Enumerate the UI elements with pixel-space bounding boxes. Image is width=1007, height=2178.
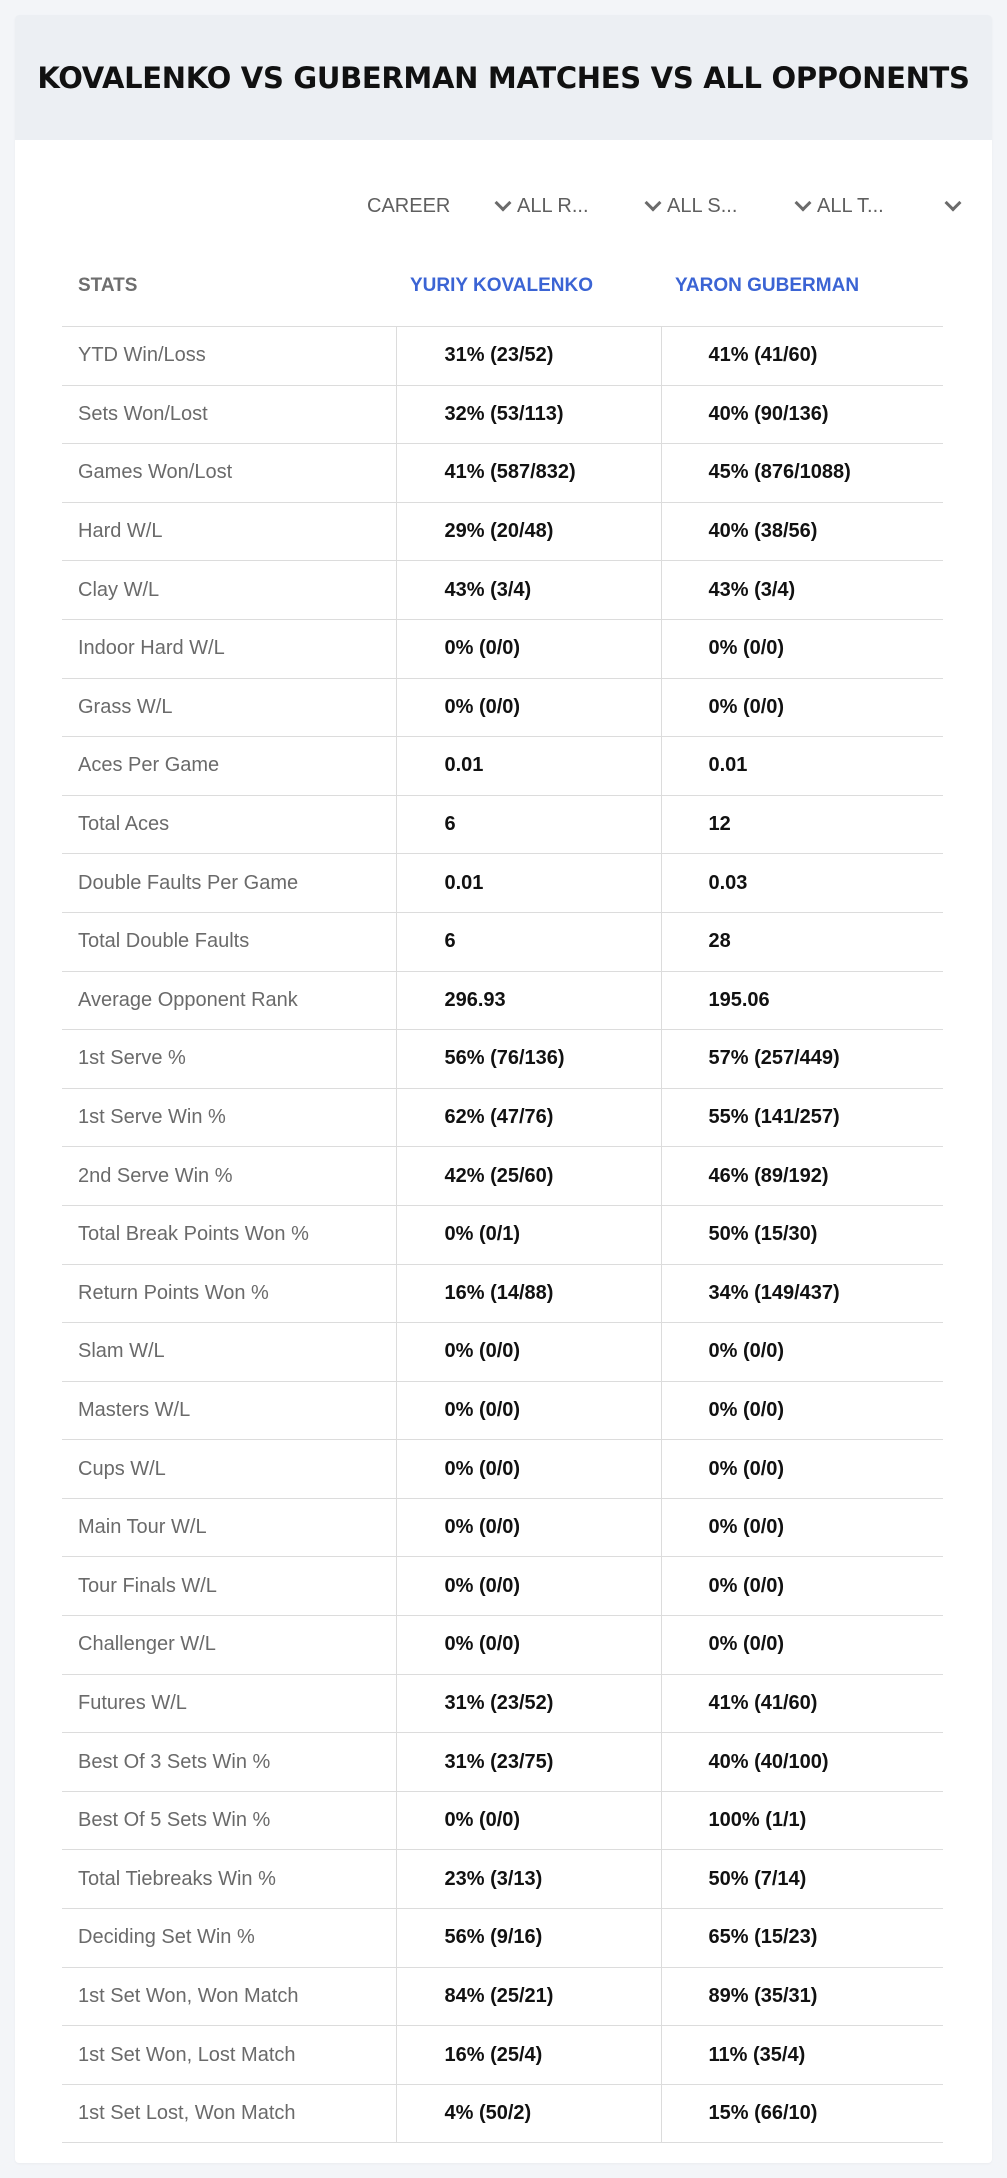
stat-name-cell: 1st Serve % <box>62 1030 396 1089</box>
player2-value-cell: 100% (1/1) <box>661 1791 943 1850</box>
chevron-down-icon <box>945 195 962 212</box>
filter-label: CAREER <box>367 194 451 217</box>
table-row <box>62 1088 943 1147</box>
player1-value-cell: 31% (23/75) <box>396 1733 661 1792</box>
player2-value-cell: 11% (35/4) <box>661 2026 943 2085</box>
stat-name-cell: Total Tiebreaks Win % <box>62 1850 396 1909</box>
player1-value-cell: 41% (587/832) <box>396 444 661 503</box>
player2-value-cell: 41% (41/60) <box>661 1674 943 1733</box>
player2-value-cell: 55% (141/257) <box>661 1088 943 1147</box>
player1-value-cell: 0% (0/0) <box>396 1381 661 1440</box>
player2-value-cell: 50% (7/14) <box>661 1850 943 1909</box>
player2-value-cell: 65% (15/23) <box>661 1909 943 1968</box>
player1-value-cell: 23% (3/13) <box>396 1850 661 1909</box>
player2-value-cell: 40% (90/136) <box>661 385 943 444</box>
table-row <box>62 1030 943 1089</box>
table-row <box>62 971 943 1030</box>
table-header-row <box>62 245 943 327</box>
stats-table <box>62 245 943 2143</box>
player2-value-cell: 40% (38/56) <box>661 502 943 561</box>
player2-value-cell: 195.06 <box>661 971 943 1030</box>
player1-value-cell: 56% (9/16) <box>396 1909 661 1968</box>
player1-value-cell: 29% (20/48) <box>396 502 661 561</box>
player2-value-cell: 43% (3/4) <box>661 561 943 620</box>
player2-value-cell: 0% (0/0) <box>661 1557 943 1616</box>
player1-value-cell: 43% (3/4) <box>396 561 661 620</box>
stat-name-cell: YTD Win/Loss <box>62 327 396 386</box>
table-row <box>62 561 943 620</box>
player2-value-cell: 46% (89/192) <box>661 1147 943 1206</box>
stat-name-cell: Aces Per Game <box>62 737 396 796</box>
player1-value-cell: 31% (23/52) <box>396 327 661 386</box>
chevron-down-icon <box>795 195 812 212</box>
tournament-filter-select[interactable] <box>817 188 967 224</box>
player2-value-cell: 0.01 <box>661 737 943 796</box>
player2-value-cell: 15% (66/10) <box>661 2084 943 2143</box>
stat-name-cell: Games Won/Lost <box>62 444 396 503</box>
player1-value-cell: 0.01 <box>396 854 661 913</box>
stat-name-cell: 1st Set Lost, Won Match <box>62 2084 396 2143</box>
table-row <box>62 1557 943 1616</box>
player2-value-cell: 28 <box>661 912 943 971</box>
player2-value-cell: 0% (0/0) <box>661 1440 943 1499</box>
stat-name-cell: Total Double Faults <box>62 912 396 971</box>
player1-value-cell: 0% (0/0) <box>396 1498 661 1557</box>
player1-value-cell: 0% (0/0) <box>396 1616 661 1675</box>
stat-name-cell: Hard W/L <box>62 502 396 561</box>
table-row <box>62 678 943 737</box>
stat-name-cell: 1st Serve Win % <box>62 1088 396 1147</box>
table-row <box>62 327 943 386</box>
table-row <box>62 1264 943 1323</box>
player1-value-cell: 84% (25/21) <box>396 1967 661 2026</box>
chevron-down-icon <box>495 195 512 212</box>
stat-name-cell: Best Of 5 Sets Win % <box>62 1791 396 1850</box>
stat-name-cell: 1st Set Won, Lost Match <box>62 2026 396 2085</box>
table-row <box>62 1498 943 1557</box>
player1-value-cell: 0% (0/0) <box>396 1791 661 1850</box>
table-row <box>62 2084 943 2143</box>
table-row <box>62 795 943 854</box>
stat-name-cell: Grass W/L <box>62 678 396 737</box>
table-row <box>62 385 943 444</box>
player1-value-cell: 16% (25/4) <box>396 2026 661 2085</box>
stat-name-cell: Futures W/L <box>62 1674 396 1733</box>
table-row <box>62 1381 943 1440</box>
player2-value-cell: 0% (0/0) <box>661 1616 943 1675</box>
filter-label: ALL T... <box>817 194 884 217</box>
player2-value-cell: 45% (876/1088) <box>661 444 943 503</box>
player1-column-header[interactable]: YURIY KOVALENKO <box>396 245 661 327</box>
stat-name-cell: Clay W/L <box>62 561 396 620</box>
stat-name-cell: Deciding Set Win % <box>62 1909 396 1968</box>
player1-value-cell: 56% (76/136) <box>396 1030 661 1089</box>
filter-label: ALL R... <box>517 194 589 217</box>
player1-value-cell: 6 <box>396 795 661 854</box>
stat-name-cell: Indoor Hard W/L <box>62 619 396 678</box>
table-row <box>62 1967 943 2026</box>
stat-name-cell: 1st Set Won, Won Match <box>62 1967 396 2026</box>
player2-value-cell: 50% (15/30) <box>661 1205 943 1264</box>
table-row <box>62 1205 943 1264</box>
stat-name-cell: Tour Finals W/L <box>62 1557 396 1616</box>
player2-value-cell: 0% (0/0) <box>661 619 943 678</box>
stat-name-cell: Masters W/L <box>62 1381 396 1440</box>
stat-name-cell: Sets Won/Lost <box>62 385 396 444</box>
table-row <box>62 1440 943 1499</box>
table-row <box>62 1674 943 1733</box>
table-row <box>62 912 943 971</box>
stat-name-cell: Total Break Points Won % <box>62 1205 396 1264</box>
stats-column-header: STATS <box>62 245 396 327</box>
stat-name-cell: Challenger W/L <box>62 1616 396 1675</box>
table-row <box>62 444 943 503</box>
player1-value-cell: 0% (0/1) <box>396 1205 661 1264</box>
period-filter-select[interactable] <box>367 188 517 224</box>
player2-value-cell: 0% (0/0) <box>661 1381 943 1440</box>
table-row <box>62 619 943 678</box>
stat-name-cell: Best Of 3 Sets Win % <box>62 1733 396 1792</box>
card-header <box>15 15 992 140</box>
player1-value-cell: 0% (0/0) <box>396 619 661 678</box>
player1-value-cell: 0% (0/0) <box>396 1323 661 1382</box>
player2-value-cell: 34% (149/437) <box>661 1264 943 1323</box>
table-row <box>62 1323 943 1382</box>
player1-value-cell: 0% (0/0) <box>396 678 661 737</box>
surface-filter-select[interactable] <box>667 188 817 224</box>
filter-bar <box>367 188 967 224</box>
player2-value-cell: 57% (257/449) <box>661 1030 943 1089</box>
player2-value-cell: 0% (0/0) <box>661 1323 943 1382</box>
stat-name-cell: Cups W/L <box>62 1440 396 1499</box>
player1-value-cell: 0% (0/0) <box>396 1557 661 1616</box>
stat-name-cell: Double Faults Per Game <box>62 854 396 913</box>
player2-column-header[interactable]: YARON GUBERMAN <box>661 245 943 327</box>
stat-name-cell: Main Tour W/L <box>62 1498 396 1557</box>
table-row <box>62 1733 943 1792</box>
player2-value-cell: 89% (35/31) <box>661 1967 943 2026</box>
player2-value-cell: 0.03 <box>661 854 943 913</box>
stat-name-cell: Average Opponent Rank <box>62 971 396 1030</box>
player1-value-cell: 32% (53/113) <box>396 385 661 444</box>
table-row <box>62 1909 943 1968</box>
filter-label: ALL S... <box>667 194 738 217</box>
player1-value-cell: 0.01 <box>396 737 661 796</box>
stats-table-body <box>62 327 943 2143</box>
player2-value-cell: 12 <box>661 795 943 854</box>
player2-value-cell: 40% (40/100) <box>661 1733 943 1792</box>
stat-name-cell: Total Aces <box>62 795 396 854</box>
table-row <box>62 1850 943 1909</box>
table-row <box>62 502 943 561</box>
player1-value-cell: 296.93 <box>396 971 661 1030</box>
player1-value-cell: 16% (14/88) <box>396 1264 661 1323</box>
player2-value-cell: 0% (0/0) <box>661 1498 943 1557</box>
player1-value-cell: 31% (23/52) <box>396 1674 661 1733</box>
stat-name-cell: Return Points Won % <box>62 1264 396 1323</box>
page-title: KOVALENKO VS GUBERMAN MATCHES VS ALL OPPONENTS <box>37 60 970 95</box>
table-row <box>62 1791 943 1850</box>
player2-value-cell: 41% (41/60) <box>661 327 943 386</box>
stat-name-cell: Slam W/L <box>62 1323 396 1382</box>
player1-value-cell: 42% (25/60) <box>396 1147 661 1206</box>
table-row <box>62 2026 943 2085</box>
stat-name-cell: 2nd Serve Win % <box>62 1147 396 1206</box>
table-row <box>62 1147 943 1206</box>
chevron-down-icon <box>645 195 662 212</box>
player1-value-cell: 6 <box>396 912 661 971</box>
stats-card <box>15 15 992 2163</box>
player1-value-cell: 62% (47/76) <box>396 1088 661 1147</box>
player1-value-cell: 4% (50/2) <box>396 2084 661 2143</box>
table-row <box>62 737 943 796</box>
table-row <box>62 1616 943 1675</box>
round-filter-select[interactable] <box>517 188 667 224</box>
player1-value-cell: 0% (0/0) <box>396 1440 661 1499</box>
table-row <box>62 854 943 913</box>
player2-value-cell: 0% (0/0) <box>661 678 943 737</box>
